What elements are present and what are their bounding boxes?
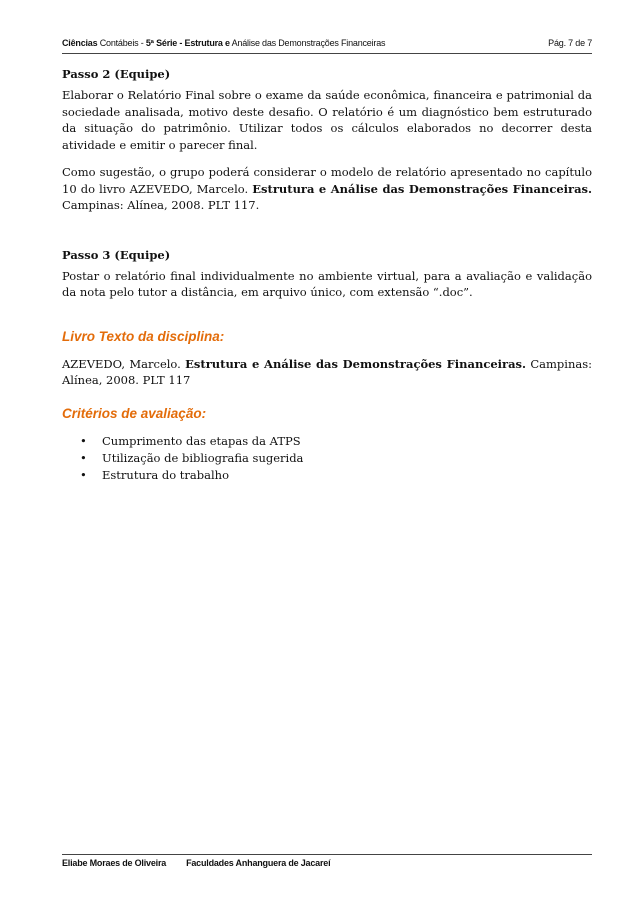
textbook-ref-end: Campinas: Alínea, 2008. PLT 117 — [62, 356, 592, 387]
step2-paragraph-2-start: Como sugestão, o grupo poderá considerar o modelo de relatório apresentado no capítulo 10 do livro AZEVEDO, Marcelo. — [62, 165, 592, 196]
textbook-ref-title: Estrutura e Análise das Demonstrações Financeiras. — [185, 356, 526, 371]
header-divider — [62, 53, 592, 54]
header-course-rest: Contábeis - — [97, 38, 146, 48]
bullet-icon: • — [80, 450, 87, 465]
footer-institution: Faculdades Anhanguera de Jacareí — [186, 858, 331, 868]
step2-book-title: Estrutura e Análise das Demonstrações Financeiras. — [252, 181, 592, 196]
step2-paragraph-1: Elaborar o Relatório Final sobre o exame da saúde econômica, financeira e patrimonial da sociedade analisada, motivo deste desafio. O relatório é um diagnóstico bem estruturado da situação do patrimônio. Utilizar todos os cálculos elaborados no decorrer desta atividade e emitir o parecer final. — [62, 88, 592, 152]
page-body — [62, 66, 592, 484]
criteria-item-label: Estrutura do trabalho — [102, 467, 229, 482]
header-course-bold: Ciências — [62, 38, 98, 48]
bullet-icon: • — [80, 433, 87, 448]
criteria-heading: Critérios de avaliação: — [62, 405, 207, 421]
textbook-ref-start: AZEVEDO, Marcelo. — [62, 356, 186, 371]
bullet-icon: • — [80, 467, 87, 482]
step3-paragraph: Postar o relatório final individualmente no ambiente virtual, para a avaliação e validação da nota pelo tutor a distância, em arquivo único, com extensão “.doc”. — [62, 268, 592, 299]
criteria-item-label: Utilização de bibliografia sugerida — [102, 450, 304, 465]
header-subject: Análise das Demonstrações Financeiras — [229, 38, 386, 48]
header-serie: 5ª Série - Estrutura e — [145, 38, 230, 48]
textbook-reference — [62, 356, 592, 389]
list-item — [80, 433, 592, 450]
footer-author: Eliabe Moraes de Oliveira — [62, 858, 167, 868]
textbook-heading: Livro Texto da disciplina: — [62, 328, 225, 344]
page-footer — [62, 858, 330, 868]
page-header — [62, 38, 592, 52]
footer-divider — [62, 854, 592, 855]
step2-title: Passo 2 (Equipe) — [62, 67, 171, 81]
criteria-item-label: Cumprimento das etapas da ATPS — [102, 433, 301, 448]
list-item — [80, 450, 592, 467]
step2-paragraph-2-end: Campinas: Alínea, 2008. PLT 117. — [62, 198, 260, 212]
criteria-list — [62, 433, 592, 484]
page-number: Pág. 7 de 7 — [548, 38, 592, 48]
header-title — [62, 38, 385, 48]
step2-paragraph-2 — [62, 164, 592, 214]
list-item — [80, 467, 592, 484]
step3-title: Passo 3 (Equipe) — [62, 247, 171, 262]
